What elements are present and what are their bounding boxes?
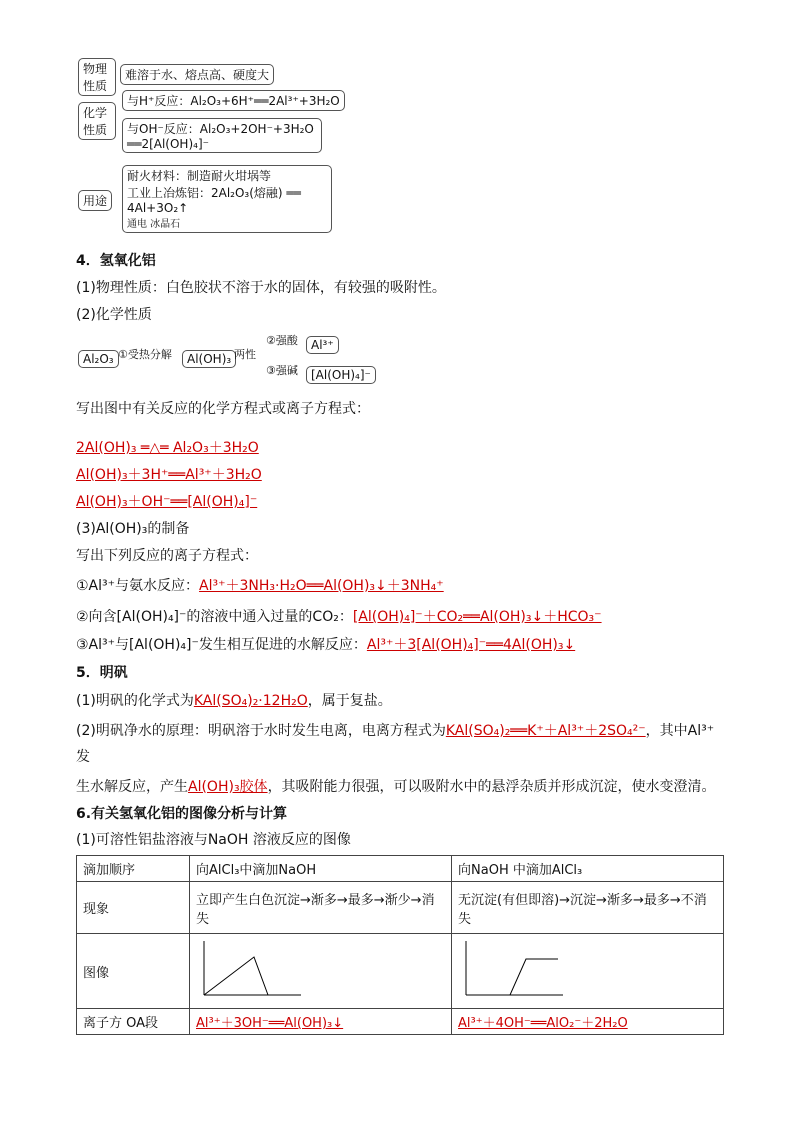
f1b: ，属于复盐。 xyxy=(307,693,392,709)
p1: ①Al³⁺与氨水反应： xyxy=(76,578,200,594)
s6-title: 6.有关氢氧化铝的图像分析与计算 xyxy=(76,806,288,822)
s4-phys: (1)物理性质：白色胶状不溶于水的固体，有较强的吸附性。 xyxy=(76,280,446,296)
r3s: OA段 xyxy=(126,1016,159,1031)
p2: ②向含[Al(OH)₄]⁻的溶液中通入过量的CO₂： xyxy=(76,609,353,625)
w3a: Al(OH)₃胶体 xyxy=(188,779,268,795)
p1-row xyxy=(76,575,444,595)
w2: 发 xyxy=(76,749,90,765)
use-cond: 通电 冰晶石 xyxy=(127,219,181,230)
r3-cell xyxy=(77,1009,190,1035)
eq1: 2Al(OH)₃ ═△═ Al₂O₃＋3H₂O xyxy=(76,440,259,456)
physical-label: 物理性质 xyxy=(78,58,116,96)
s4-title: 4．氢氧化铝 xyxy=(76,253,156,269)
flow-c: Al³⁺ xyxy=(306,336,339,354)
chemical-base: 与OH⁻反应：Al₂O₃+2OH⁻+3H₂O ══2[Al(OH)₄]⁻ xyxy=(122,118,322,153)
eq2: Al(OH)₃＋3H⁺══Al³⁺＋3H₂O xyxy=(76,467,262,483)
flow-l3: ②强酸 xyxy=(266,334,298,347)
w1b: ，其中Al³⁺ xyxy=(645,723,715,739)
h2: 向AlCl₃中滴加NaOH xyxy=(190,856,452,882)
graph1 xyxy=(190,934,452,1009)
physical-text: 难溶于水、熔点高、硬度大 xyxy=(120,64,274,85)
r1: 现象 xyxy=(77,882,190,934)
s4-ask: 写出图中有关反应的化学方程式或离子方程式： xyxy=(76,401,370,417)
r1b: 无沉淀(有但即溶)→沉淀→渐多→最多→不消失 xyxy=(452,882,724,934)
w3b: ，其吸附能力很强，可以吸附水中的悬浮杂质并形成沉淀，使水变澄清。 xyxy=(267,779,716,795)
r1a: 立即产生白色沉淀→渐多→最多→渐少→消失 xyxy=(190,882,452,934)
flow-l1: ①受热分解 xyxy=(118,348,172,361)
p2-row xyxy=(76,606,602,626)
graph1-svg xyxy=(196,937,306,1001)
graph2-svg xyxy=(458,937,568,1001)
r3: 离子方 xyxy=(83,1016,123,1031)
p2a: [Al(OH)₄]⁻＋CO₂══Al(OH)₃↓＋HCO₃⁻ xyxy=(352,609,602,625)
p3a: Al³⁺＋3[Al(OH)₄]⁻══4Al(OH)₃↓ xyxy=(366,637,576,653)
w1-row xyxy=(76,720,714,740)
prep: (3)Al(OH)₃的制备 xyxy=(76,521,190,537)
r3b: Al³⁺＋4OH⁻══AlO₂⁻＋2H₂O xyxy=(452,1009,724,1035)
f1a: KAl(SO₄)₂·12H₂O xyxy=(193,693,308,709)
f1: (1)明矾的化学式为 xyxy=(76,693,194,709)
ask2: 写出下列反应的离子方程式： xyxy=(76,548,258,564)
use-smelt: 工业上冶炼铝：2Al₂O₃(熔融) ══ 4Al+3O₂↑ xyxy=(127,186,301,215)
flow-d: [Al(OH)₄]⁻ xyxy=(306,366,376,384)
s4-chem: (2)化学性质 xyxy=(76,307,152,323)
graph2 xyxy=(452,934,724,1009)
r3a: Al³⁺＋3OH⁻══Al(OH)₃↓ xyxy=(190,1009,452,1035)
w3-row xyxy=(76,776,716,796)
results-table xyxy=(76,855,724,1035)
p3-row xyxy=(76,634,575,654)
p3: ③Al³⁺与[Al(OH)₄]⁻发生相互促进的水解反应： xyxy=(76,637,367,653)
h3: 向NaOH 中滴加AlCl₃ xyxy=(452,856,724,882)
use-box xyxy=(122,165,332,233)
chemical-label: 化学性质 xyxy=(78,102,116,140)
p1a: Al³⁺＋3NH₃·H₂O══Al(OH)₃↓＋3NH₄⁺ xyxy=(199,578,444,594)
flow-a: Al₂O₃ xyxy=(78,350,119,368)
h1: 滴加顺序 xyxy=(77,856,190,882)
f1-row xyxy=(76,690,392,710)
flow-b: Al(OH)₃ xyxy=(182,350,236,368)
flow-l2: 两性 xyxy=(234,348,256,361)
eq3: Al(OH)₃＋OH⁻══[Al(OH)₄]⁻ xyxy=(76,494,258,510)
w1: (2)明矾净水的原理：明矾溶于水时发生电离，电离方程式为 xyxy=(76,723,446,739)
use-fire: 耐火材料：制造耐火坩埚等 xyxy=(127,169,272,183)
s5-title: 5．明矾 xyxy=(76,665,128,681)
s6-sub: (1)可溶性铝盐溶液与NaOH 溶液反应的图像 xyxy=(76,832,351,848)
flow-l4: ③强碱 xyxy=(266,364,298,377)
use-label: 用途 xyxy=(78,190,112,211)
chemical-acid: 与H⁺反应：Al₂O₃+6H⁺══2Al³⁺+3H₂O xyxy=(122,90,345,111)
w3: 生水解反应，产生 xyxy=(76,779,188,795)
r2: 图像 xyxy=(77,934,190,1009)
w1a: KAl(SO₄)₂══K⁺＋Al³⁺＋2SO₄²⁻ xyxy=(445,723,646,739)
